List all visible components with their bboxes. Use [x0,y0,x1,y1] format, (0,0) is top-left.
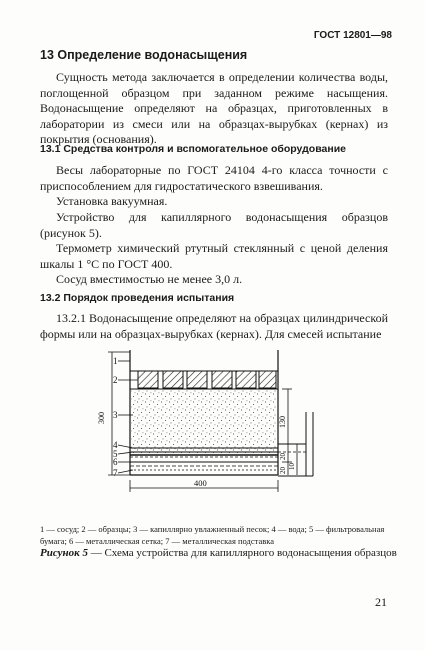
label-7: 7 [113,468,118,478]
dim-20b: 20 [279,467,287,474]
label-6: 6 [113,457,118,467]
equipment-item: Весы лабораторные по ГОСТ 24104 4-го класса точности с приспособлением для гидростатического взвешивания. [40,163,388,193]
label-4: 4 [113,440,118,450]
label-2: 2 [113,375,118,385]
page-number: 21 [375,595,387,609]
document-code: ГОСТ 12801—98 [313,30,392,41]
dim-height: 300 [97,412,106,424]
equipment-item: Термометр химический ртутный стеклянный с ценой деления шкалы 1 °С по ГОСТ 400. [40,241,388,271]
dim-20a: 20 [279,453,287,460]
equipment-item: Сосуд вместимостью не менее 3,0 л. [56,272,243,286]
figure-title [40,547,400,560]
figure-title-label: Рисунок 5 [40,547,88,559]
equipment-item: Установка вакуумная. [56,194,168,208]
figure-caption: 1 — сосуд; 2 — образцы; 3 — капиллярно увлажненный песок; 4 — вода; 5 — фильтровальная бумага; 6 — металлическая сетка; 7 — металлическая подставка [40,524,385,546]
section-title: 13 Определение водонасыщения [40,48,248,62]
dim-water-level: 130 [278,416,287,428]
samples [138,371,276,388]
figure-title-text: — Схема устройства для капиллярного водонасыщения образцов [87,547,397,559]
label-5: 5 [113,449,118,459]
moist-sand [131,389,277,454]
label-1: 1 [113,356,118,366]
subsection-title-equipment: 13.1 Средства контроля и вспомогательное оборудование [40,143,347,155]
label-3: 3 [113,410,118,420]
dim-10: 10 [288,463,296,470]
equipment-item: Устройство для капиллярного водонасыщения образцов (рисунок 5). [40,210,388,240]
section-intro: Сущность метода заключается в определении количества воды, поглощенной образцом при заданном режиме насыщения. Водонасыщение определяют на образцах, приготовленных в лаборатории из смеси или на образцах-вырубках (кернах) из покрытия (основания). [40,70,388,146]
procedure-text: 13.2.1 Водонасыщение определяют на образцах цилиндрической формы или на образцах-вырубках (кернах). Для смесей испытание [40,311,388,341]
subsection-title-procedure: 13.2 Порядок проведения испытания [40,292,235,304]
dim-width: 400 [194,478,207,488]
